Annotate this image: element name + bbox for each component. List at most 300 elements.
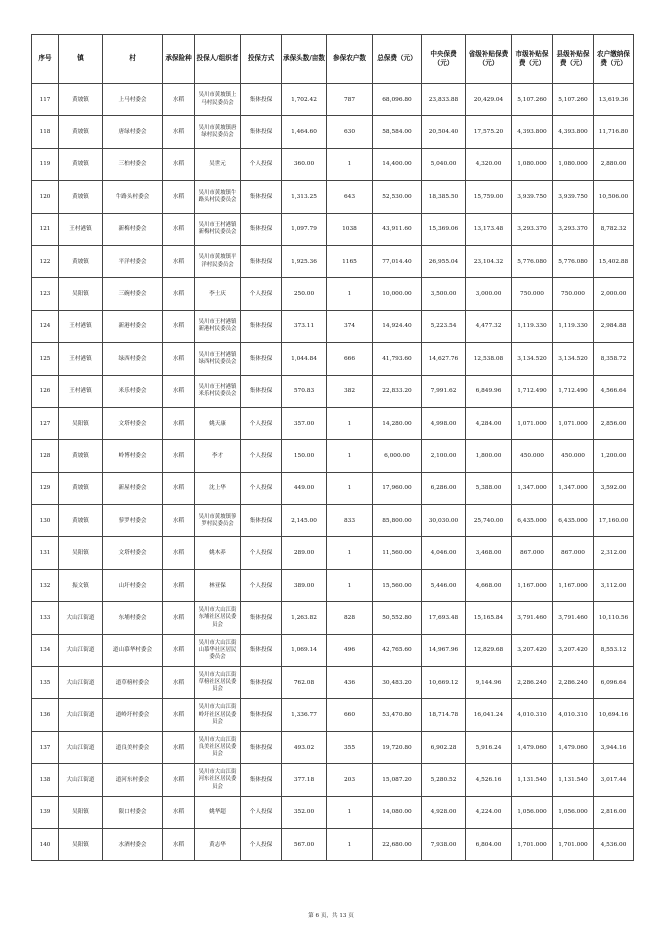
table-cell: 30,030.00 [422,505,466,537]
table-row [32,375,634,407]
table-cell: 1,263.82 [282,602,327,634]
table-cell: 18,714.78 [422,699,466,731]
table-cell: 水稻 [163,602,195,634]
table-cell: 4,224.00 [466,796,512,828]
table-cell: 68,096.80 [373,84,422,116]
table-cell: 1,712.490 [553,375,594,407]
table-cell: 3,112.00 [594,569,634,601]
table-cell: 集体投保 [241,84,282,116]
table-cell: 5,776.080 [512,245,553,277]
table-cell: 水稻 [163,472,195,504]
table-row [32,472,634,504]
table-cell: 黄志华 [195,828,241,860]
table-cell: 个人投保 [241,537,282,569]
table-cell: 1,701.000 [512,828,553,860]
table-cell: 吴川市黄坡镇唐绿村民委员会 [195,116,241,148]
table-cell: 4,536.00 [594,828,634,860]
table-cell: 米乐村委会 [103,375,163,407]
table-cell: 203 [327,764,373,796]
table-cell: 1,044.84 [282,343,327,375]
table-cell: 50,552.80 [373,602,422,634]
table-cell: 3,207.420 [512,634,553,666]
table-cell: 10,506.00 [594,181,634,213]
table-cell: 1 [327,537,373,569]
table-cell: 1,167.000 [553,569,594,601]
table-cell: 岭博村委会 [103,440,163,472]
table-cell: 王村港镇 [59,375,103,407]
table-row [32,84,634,116]
table-cell: 16,041.24 [466,699,512,731]
table-cell: 3,500.00 [422,278,466,310]
table-cell: 大山江街道 [59,731,103,763]
table-cell: 绿西村委会 [103,343,163,375]
table-cell: 山圩村委会 [103,569,163,601]
table-cell: 25,740.00 [466,505,512,537]
table-cell: 15,165.84 [466,602,512,634]
table-cell: 1,080.000 [512,148,553,180]
table-cell: 43,911.60 [373,213,422,245]
table-cell: 1,167.000 [512,569,553,601]
table-cell: 李土庆 [195,278,241,310]
table-cell: 水稻 [163,278,195,310]
table-cell: 文塔村委会 [103,537,163,569]
column-header: 农户缴纳保费（元） [594,35,634,84]
insurance-table [31,34,634,861]
table-cell: 黄坡镇 [59,505,103,537]
table-cell: 1 [327,569,373,601]
table-cell: 1,925.36 [282,245,327,277]
table-cell: 集体投保 [241,764,282,796]
table-cell: 3,134.520 [512,343,553,375]
table-cell: 集体投保 [241,731,282,763]
table-cell: 姚天康 [195,407,241,439]
table-cell: 三碗村委会 [103,278,163,310]
table-cell: 王村港镇 [59,343,103,375]
table-cell: 17,575.20 [466,116,512,148]
table-cell: 8,782.32 [594,213,634,245]
table-cell: 集体投保 [241,634,282,666]
column-header: 县级补贴保费（元） [553,35,594,84]
table-cell: 集体投保 [241,602,282,634]
table-cell: 道河东村委会 [103,764,163,796]
table-cell: 集体投保 [241,505,282,537]
table-cell: 3,017.44 [594,764,634,796]
table-cell: 大山江街道 [59,602,103,634]
table-row [32,796,634,828]
table-cell: 15,759.00 [466,181,512,213]
table-cell: 374 [327,310,373,342]
table-row [32,569,634,601]
table-cell: 2,312.00 [594,537,634,569]
table-cell: 水稻 [163,796,195,828]
table-cell: 17,693.48 [422,602,466,634]
table-cell: 4,998.00 [422,407,466,439]
table-cell: 15,369.06 [422,213,466,245]
table-cell: 道良美村委会 [103,731,163,763]
table-cell: 4,010.310 [512,699,553,731]
table-cell: 1,119.330 [512,310,553,342]
table-cell: 4,928.00 [422,796,466,828]
table-cell: 1,056.000 [553,796,594,828]
table-cell: 570.83 [282,375,327,407]
table-cell: 黄坡镇 [59,84,103,116]
table-cell: 个人投保 [241,148,282,180]
table-row [32,116,634,148]
table-cell: 吴川市王村港镇新港村民委员会 [195,310,241,342]
table-cell: 85,800.00 [373,505,422,537]
table-cell: 水稻 [163,375,195,407]
table-cell: 三柏村委会 [103,148,163,180]
table-cell: 8,358.72 [594,343,634,375]
table-cell: 828 [327,602,373,634]
table-cell: 360.00 [282,148,327,180]
table-cell: 6,000.00 [373,440,422,472]
table-cell: 1165 [327,245,373,277]
table-cell: 2,286.240 [553,667,594,699]
table-cell: 吴川市大山江街东埔社区居民委员会 [195,602,241,634]
table-row [32,699,634,731]
table-cell: 限口村委会 [103,796,163,828]
column-header: 中央保费（元） [422,35,466,84]
table-cell: 7,938.00 [422,828,466,860]
table-row [32,213,634,245]
table-cell: 10,694.16 [594,699,634,731]
table-cell: 水稻 [163,634,195,666]
table-cell: 6,435.000 [553,505,594,537]
table-cell: 新港村委会 [103,310,163,342]
table-cell: 吴川市黄坡镇牛路头村民委员会 [195,181,241,213]
table-cell: 135 [32,667,59,699]
column-header: 市级补贴保费（元） [512,35,553,84]
table-cell: 10,669.12 [422,667,466,699]
table-cell: 1 [327,472,373,504]
table-cell: 吴川市黄坡镇平洋村民委员会 [195,245,241,277]
table-cell: 5,223.54 [422,310,466,342]
column-header: 投保人/组织者 [195,35,241,84]
table-cell: 4,477.32 [466,310,512,342]
table-cell: 1 [327,148,373,180]
table-cell: 吴川市大山江街岭圩社区居民委员会 [195,699,241,731]
table-cell: 1,464.60 [282,116,327,148]
table-cell: 林亚保 [195,569,241,601]
table-cell: 1,056.000 [512,796,553,828]
table-cell: 4,393.800 [553,116,594,148]
table-row [32,148,634,180]
table-cell: 6,902.28 [422,731,466,763]
table-cell: 2,816.00 [594,796,634,828]
column-header: 序号 [32,35,59,84]
table-cell: 1,131.540 [553,764,594,796]
table-cell: 833 [327,505,373,537]
table-cell: 6,286.00 [422,472,466,504]
table-cell: 129 [32,472,59,504]
table-cell: 1,313.25 [282,181,327,213]
table-cell: 12,829.68 [466,634,512,666]
table-cell: 集体投保 [241,181,282,213]
table-cell: 1,800.00 [466,440,512,472]
table-cell: 18,385.50 [422,181,466,213]
table-row [32,440,634,472]
table-cell: 5,388.00 [466,472,512,504]
table-cell: 666 [327,343,373,375]
table-cell: 643 [327,181,373,213]
table-cell: 集体投保 [241,375,282,407]
table-cell: 吴川市黄坡镇上马村民委员会 [195,84,241,116]
table-cell: 2,880.00 [594,148,634,180]
table-cell: 3,791.460 [553,602,594,634]
table-cell: 787 [327,84,373,116]
table-cell: 个人投保 [241,796,282,828]
page-footer: 第 6 页，共 13 页 [308,913,354,919]
table-cell: 123 [32,278,59,310]
table-body [32,84,634,861]
table-cell: 1038 [327,213,373,245]
table-cell: 吴阳镇 [59,537,103,569]
table-cell: 吴川市王村港镇米乐村民委员会 [195,375,241,407]
table-row [32,245,634,277]
table-row [32,505,634,537]
table-cell: 1,097.79 [282,213,327,245]
table-cell: 个人投保 [241,278,282,310]
table-cell: 李才 [195,440,241,472]
table-cell: 133 [32,602,59,634]
table-cell: 12,538.08 [466,343,512,375]
table-cell: 平洋村委会 [103,245,163,277]
table-cell: 吴川市王村港镇绿西村民委员会 [195,343,241,375]
table-cell: 蓼罗村委会 [103,505,163,537]
table-cell: 121 [32,213,59,245]
table-cell: 357.00 [282,407,327,439]
table-cell: 134 [32,634,59,666]
table-row [32,667,634,699]
table-cell: 53,470.80 [373,699,422,731]
table-cell: 个人投保 [241,472,282,504]
table-cell: 上马村委会 [103,84,163,116]
table-cell: 黄坡镇 [59,116,103,148]
table-row [32,181,634,213]
table-cell: 1,071.000 [553,407,594,439]
table-cell: 15,087.20 [373,764,422,796]
table-row [32,310,634,342]
table-cell: 352.00 [282,796,327,828]
table-cell: 1,071.000 [512,407,553,439]
table-cell: 黄坡镇 [59,245,103,277]
table-cell: 水稻 [163,699,195,731]
table-cell: 1 [327,278,373,310]
table-cell: 19,720.80 [373,731,422,763]
table-cell: 138 [32,764,59,796]
table-cell: 吴川市黄坡镇蓼罗村民委员会 [195,505,241,537]
table-cell: 140 [32,828,59,860]
table-cell: 22,833.20 [373,375,422,407]
table-cell: 493.02 [282,731,327,763]
table-cell: 14,280.00 [373,407,422,439]
table-cell: 沈上华 [195,472,241,504]
table-cell: 17,960.00 [373,472,422,504]
table-cell: 26,955.04 [422,245,466,277]
table-cell: 5,446.00 [422,569,466,601]
table-cell: 水稻 [163,148,195,180]
table-cell: 黄坡镇 [59,181,103,213]
table-cell: 750.000 [553,278,594,310]
table-cell: 14,924.40 [373,310,422,342]
table-row [32,634,634,666]
table-cell: 660 [327,699,373,731]
table-cell: 吴川市大山江街山慕华社区居民委员会 [195,634,241,666]
table-cell: 630 [327,116,373,148]
column-header: 总保费（元） [373,35,422,84]
table-cell: 41,793.60 [373,343,422,375]
table-cell: 个人投保 [241,569,282,601]
table-cell: 52,530.00 [373,181,422,213]
table-cell: 个人投保 [241,407,282,439]
table-cell: 道山慕华村委会 [103,634,163,666]
table-cell: 水稻 [163,764,195,796]
table-cell: 119 [32,148,59,180]
table-cell: 4,668.00 [466,569,512,601]
table-cell: 2,145.00 [282,505,327,537]
table-cell: 水稻 [163,116,195,148]
table-row [32,828,634,860]
table-row [32,602,634,634]
table-cell: 382 [327,375,373,407]
table-cell: 王村港镇 [59,213,103,245]
table-cell: 黄坡镇 [59,148,103,180]
table-cell: 5,107.260 [512,84,553,116]
table-cell: 373.11 [282,310,327,342]
table-cell: 大山江街道 [59,667,103,699]
table-cell: 大山江街道 [59,634,103,666]
table-cell: 4,284.00 [466,407,512,439]
table-cell: 30,483.20 [373,667,422,699]
table-cell: 道草榜村委会 [103,667,163,699]
table-cell: 水稻 [163,213,195,245]
table-cell: 867.000 [553,537,594,569]
table-cell: 124 [32,310,59,342]
table-cell: 5,280.52 [422,764,466,796]
table-cell: 水稻 [163,828,195,860]
column-header: 参保农户数 [327,35,373,84]
table-cell: 4,566.64 [594,375,634,407]
table-cell: 水稻 [163,537,195,569]
table-cell: 集体投保 [241,116,282,148]
table-cell: 个人投保 [241,440,282,472]
table-cell: 1,080.000 [553,148,594,180]
table-cell: 7,991.62 [422,375,466,407]
table-cell: 389.00 [282,569,327,601]
table-cell: 20,429.04 [466,84,512,116]
table-cell: 2,286.240 [512,667,553,699]
table-cell: 吴川市大山江街河东社区居民委员会 [195,764,241,796]
column-header: 省级补贴保费（元） [466,35,512,84]
table-cell: 1,069.14 [282,634,327,666]
table-cell: 5,916.24 [466,731,512,763]
table-cell: 吴阳镇 [59,407,103,439]
table-cell: 496 [327,634,373,666]
table-cell: 2,856.00 [594,407,634,439]
table-cell: 1,119.330 [553,310,594,342]
table-cell: 文塔村委会 [103,407,163,439]
table-cell: 5,040.00 [422,148,466,180]
table-cell: 567.00 [282,828,327,860]
table-cell: 1,479.060 [553,731,594,763]
table-cell: 姚木养 [195,537,241,569]
table-cell: 1 [327,440,373,472]
table-cell: 250.00 [282,278,327,310]
table-cell: 水稻 [163,310,195,342]
table-cell: 117 [32,84,59,116]
table-cell: 吴川市大山江街草榜社区居民委员会 [195,667,241,699]
table-cell: 6,849.96 [466,375,512,407]
table-cell: 水稻 [163,181,195,213]
table-cell: 355 [327,731,373,763]
table-cell: 水稻 [163,407,195,439]
table-cell: 4,526.16 [466,764,512,796]
table-cell: 4,010.310 [553,699,594,731]
table-cell: 3,134.520 [553,343,594,375]
table-cell: 5,107.260 [553,84,594,116]
column-header: 镇 [59,35,103,84]
table-cell: 新梅村委会 [103,213,163,245]
table-cell: 126 [32,375,59,407]
table-cell: 牛路头村委会 [103,181,163,213]
table-cell: 集体投保 [241,343,282,375]
header-row [32,35,634,84]
table-cell: 762.08 [282,667,327,699]
table-cell: 436 [327,667,373,699]
column-header: 承保险种 [163,35,195,84]
table-cell: 集体投保 [241,245,282,277]
table-row [32,537,634,569]
table-cell: 20,504.40 [422,116,466,148]
table-cell: 77,014.40 [373,245,422,277]
table-cell: 1,347.000 [512,472,553,504]
table-row [32,407,634,439]
table-cell: 王村港镇 [59,310,103,342]
table-cell: 3,939.750 [512,181,553,213]
table-cell: 1,479.060 [512,731,553,763]
table-cell: 14,400.00 [373,148,422,180]
table-cell: 2,000.00 [594,278,634,310]
table-cell: 3,293.370 [553,213,594,245]
table-cell: 黄坡镇 [59,472,103,504]
table-cell: 15,560.00 [373,569,422,601]
table-cell: 750.000 [512,278,553,310]
table-cell: 1,200.00 [594,440,634,472]
table-cell: 139 [32,796,59,828]
table-cell: 1,336.77 [282,699,327,731]
table-cell: 120 [32,181,59,213]
table-cell: 137 [32,731,59,763]
table-cell: 450.000 [553,440,594,472]
table-cell: 10,000.00 [373,278,422,310]
table-cell: 集体投保 [241,213,282,245]
insurance-table-sheet [31,34,633,861]
table-cell: 吴阳镇 [59,828,103,860]
table-cell: 唐绿村委会 [103,116,163,148]
table-cell: 9,144.96 [466,667,512,699]
table-cell: 58,584.00 [373,116,422,148]
table-cell: 黄坡镇 [59,440,103,472]
table-cell: 1,712.490 [512,375,553,407]
table-cell: 1 [327,407,373,439]
table-cell: 吴阳镇 [59,796,103,828]
table-cell: 水稻 [163,440,195,472]
table-cell: 8,553.12 [594,634,634,666]
table-cell: 水稻 [163,245,195,277]
table-row [32,278,634,310]
table-cell: 3,939.750 [553,181,594,213]
